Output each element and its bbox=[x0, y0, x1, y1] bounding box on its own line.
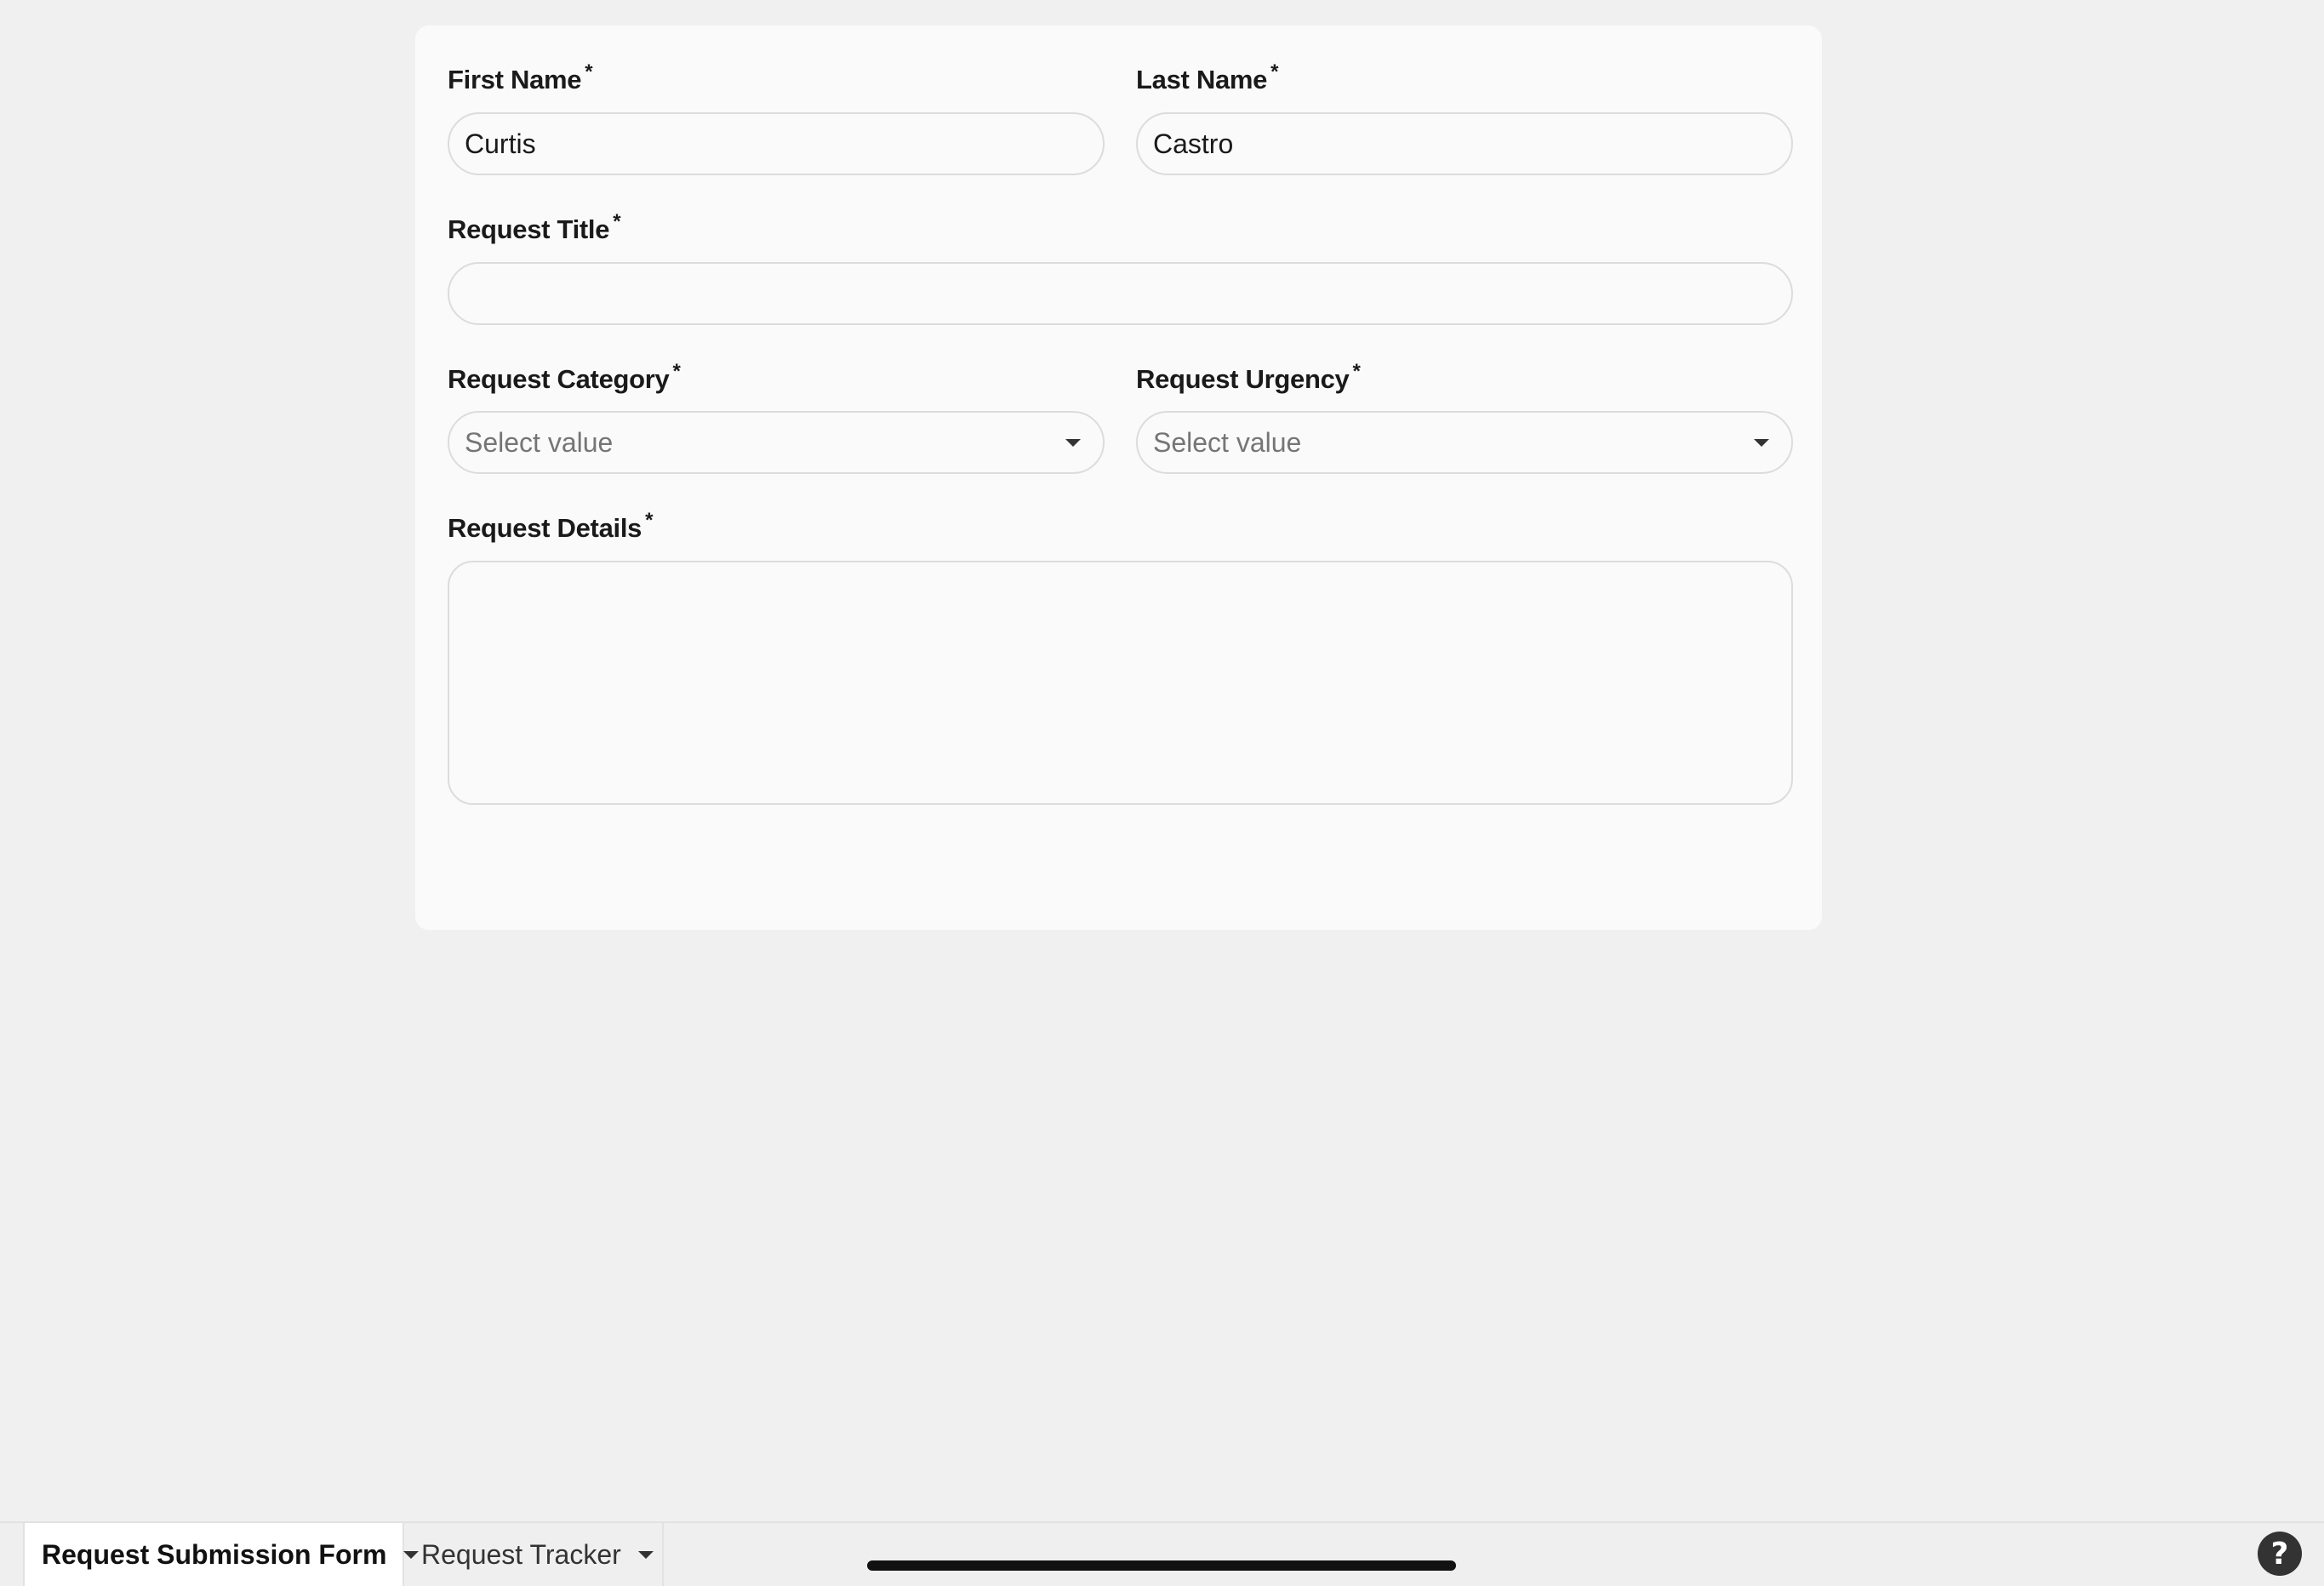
tab-label: Request Submission Form bbox=[42, 1538, 387, 1570]
last-name-input[interactable] bbox=[1136, 112, 1793, 175]
tab-label: Request Tracker bbox=[421, 1538, 621, 1570]
request-details-textarea[interactable] bbox=[448, 561, 1793, 805]
tab-request-tracker[interactable] bbox=[405, 1523, 664, 1586]
required-asterisk: * bbox=[645, 509, 654, 532]
last-name-label-text: Last Name bbox=[1136, 65, 1268, 94]
first-name-label-text: First Name bbox=[448, 65, 582, 94]
request-title-input[interactable] bbox=[448, 262, 1793, 325]
request-category-select[interactable] bbox=[448, 411, 1105, 474]
request-details-label bbox=[448, 509, 654, 543]
request-form-card bbox=[415, 26, 1822, 930]
request-title-label bbox=[448, 210, 621, 244]
required-asterisk: * bbox=[613, 210, 621, 233]
request-urgency-placeholder: Select value bbox=[1153, 426, 1302, 458]
request-category-label bbox=[448, 360, 681, 394]
help-icon[interactable] bbox=[2258, 1532, 2302, 1576]
required-asterisk: * bbox=[672, 360, 681, 383]
chevron-down-icon[interactable] bbox=[638, 1551, 654, 1559]
required-asterisk: * bbox=[1270, 60, 1279, 83]
first-name-value: Curtis bbox=[465, 128, 536, 159]
last-name-label bbox=[1136, 60, 1279, 94]
help-glyph: ? bbox=[2270, 1536, 2289, 1572]
chevron-down-icon[interactable] bbox=[1065, 439, 1081, 447]
request-details-label-text: Request Details bbox=[448, 513, 642, 543]
first-name-label bbox=[448, 60, 593, 94]
horizontal-scrollbar[interactable] bbox=[867, 1560, 1456, 1571]
request-urgency-select[interactable] bbox=[1136, 411, 1793, 474]
required-asterisk: * bbox=[1352, 360, 1361, 383]
required-asterisk: * bbox=[585, 60, 593, 83]
request-category-placeholder: Select value bbox=[465, 426, 614, 458]
sheet-tab-bar bbox=[0, 1521, 2324, 1584]
last-name-value: Castro bbox=[1153, 128, 1234, 159]
request-title-label-text: Request Title bbox=[448, 214, 610, 244]
first-name-input[interactable] bbox=[448, 112, 1105, 175]
request-category-label-text: Request Category bbox=[448, 364, 670, 394]
chevron-down-icon[interactable] bbox=[1754, 439, 1769, 447]
request-urgency-label bbox=[1136, 360, 1361, 394]
request-urgency-label-text: Request Urgency bbox=[1136, 364, 1350, 394]
tab-request-submission-form[interactable] bbox=[23, 1523, 404, 1586]
